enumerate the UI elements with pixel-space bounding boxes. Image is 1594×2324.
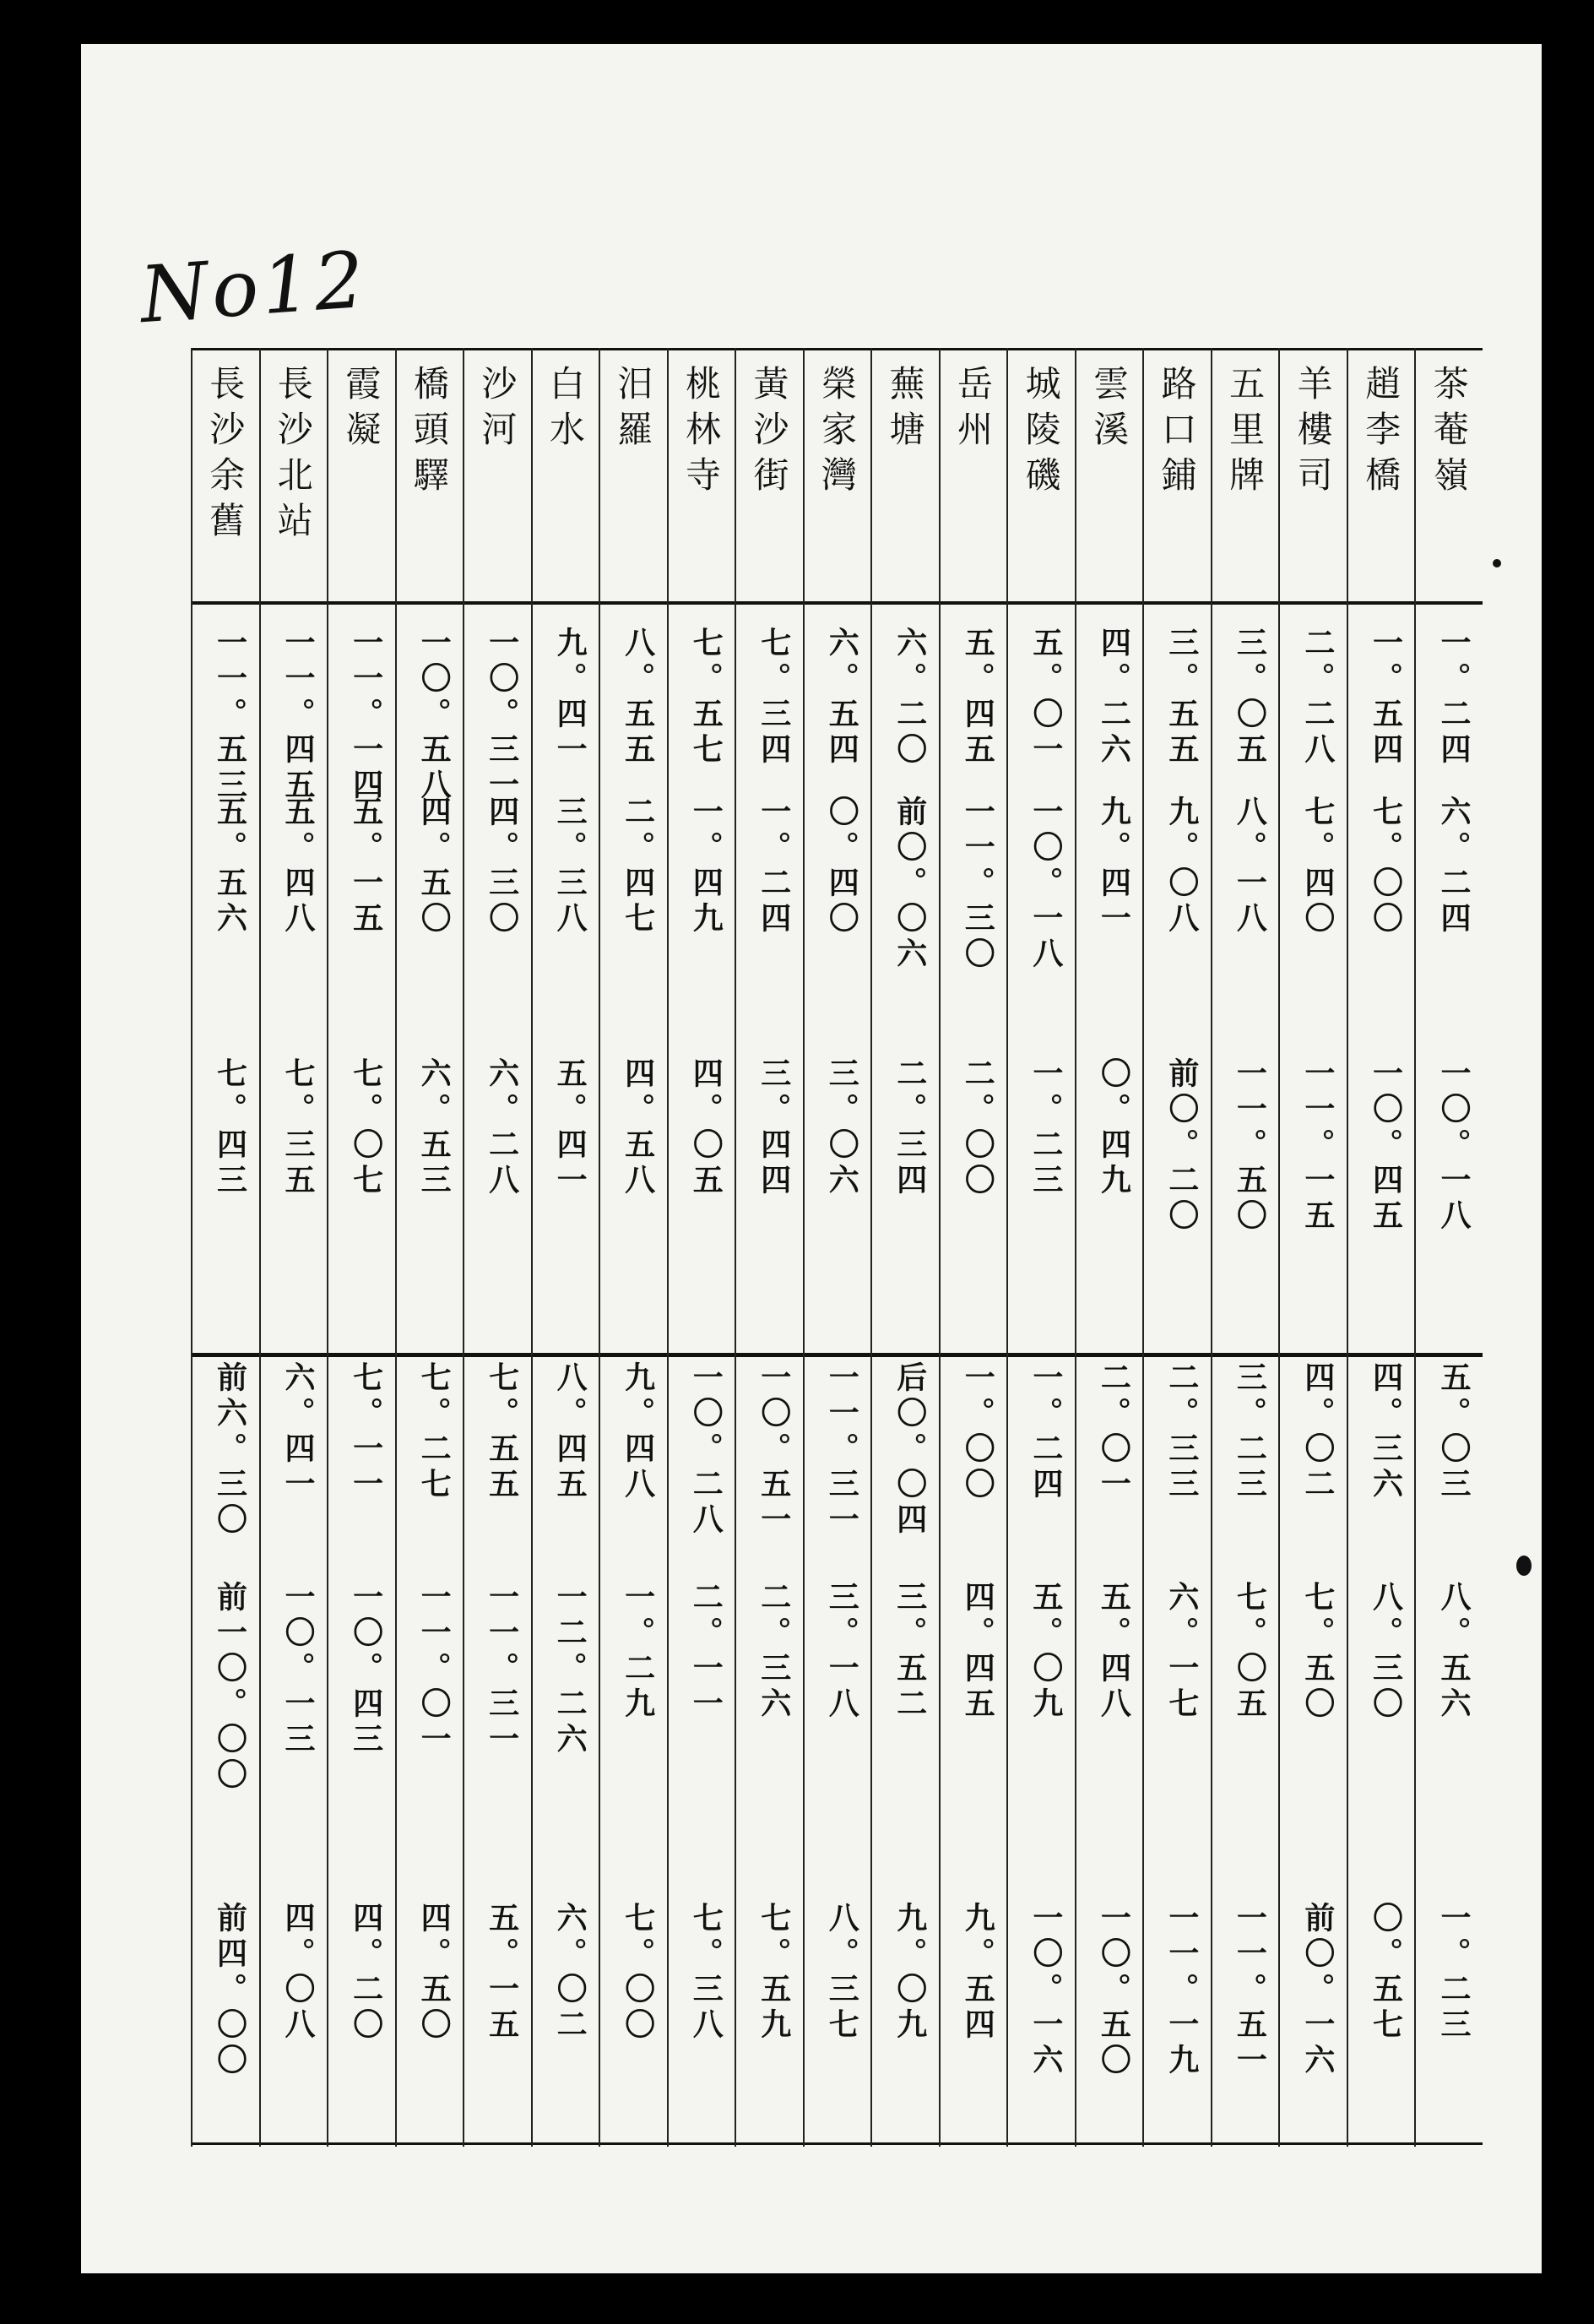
- time-cell: 二。三三: [1163, 1361, 1199, 1503]
- time-cell: 三。四四: [756, 1057, 791, 1199]
- column-divider: [1006, 348, 1008, 2147]
- time-cell: 四。三〇: [484, 795, 519, 937]
- column-divider: [599, 348, 600, 2147]
- time-cell: 一〇。一三: [280, 1581, 316, 1758]
- column-divider: [531, 348, 533, 2147]
- time-cell: 一。二三: [1435, 1902, 1471, 2044]
- station-name: 蕪塘: [884, 365, 926, 456]
- time-cell: 八。三〇: [1368, 1581, 1403, 1723]
- time-cell: 一〇。一八: [1435, 1057, 1471, 1235]
- column-divider: [395, 348, 397, 2147]
- time-cell: 九。〇九: [892, 1902, 927, 2044]
- time-cell: 四。二〇: [348, 1902, 383, 2044]
- station-name: 長沙余舊: [204, 365, 247, 547]
- time-cell: 后〇。〇四: [892, 1361, 927, 1539]
- column-divider: [939, 348, 941, 2147]
- time-cell: 五。〇一: [1027, 627, 1063, 768]
- column-divider: [1075, 348, 1076, 2147]
- time-cell: 七。三五: [280, 1057, 316, 1199]
- station-column: [191, 348, 259, 2147]
- time-cell: 五。一五: [348, 795, 383, 937]
- time-cell: 五。四五: [960, 627, 995, 768]
- time-cell: 一一。五三: [212, 627, 247, 804]
- time-cell: 六。五四: [824, 627, 859, 768]
- time-cell: 四。二六: [1096, 627, 1131, 768]
- station-column: [1075, 348, 1143, 2147]
- time-cell: 八。四五: [552, 1361, 588, 1503]
- time-cell: 九。四一: [552, 627, 588, 768]
- time-cell: 一。二四: [1027, 1361, 1063, 1503]
- time-cell: 七。〇〇: [1368, 795, 1403, 937]
- time-cell: 七。〇五: [1232, 1581, 1267, 1723]
- time-cell: 一一。一九: [1163, 1902, 1199, 2079]
- time-cell: 五。四一: [552, 1057, 588, 1199]
- time-cell: 一。二四: [756, 795, 791, 937]
- time-cell: 〇。四〇: [824, 795, 859, 937]
- ink-speck: [1493, 559, 1501, 567]
- station-column: [531, 348, 599, 2147]
- column-divider: [1278, 348, 1280, 2147]
- time-cell: 六。二〇: [892, 627, 927, 768]
- station-column: [939, 348, 1007, 2147]
- station-column: [1211, 348, 1279, 2147]
- time-cell: 八。一八: [1232, 795, 1267, 937]
- column-divider: [327, 348, 328, 2147]
- time-cell: 四。三六: [1368, 1361, 1403, 1503]
- time-cell: 九。四八: [620, 1361, 655, 1503]
- time-cell: 前〇。一六: [1299, 1902, 1335, 2079]
- time-cell: 一一。一五: [1299, 1057, 1335, 1235]
- time-cell: 一〇。五一: [756, 1361, 791, 1539]
- time-cell: 九。四一: [1096, 795, 1131, 937]
- station-name: 羊樓司: [1292, 365, 1334, 502]
- time-cell: 四。五〇: [416, 1902, 452, 2044]
- column-divider: [1211, 348, 1212, 2147]
- time-cell: 二。三六: [756, 1581, 791, 1723]
- time-cell: 七。四〇: [1299, 795, 1335, 937]
- time-cell: 六。五三: [416, 1057, 452, 1199]
- station-name: 黃沙街: [748, 365, 790, 502]
- station-column: [735, 348, 803, 2147]
- time-cell: 一〇。四三: [348, 1581, 383, 1758]
- time-cell: 七。〇七: [348, 1057, 383, 1199]
- time-cell: 一。二三: [1027, 1057, 1063, 1199]
- station-column: [1414, 348, 1483, 2147]
- time-cell: 〇。四九: [1096, 1057, 1131, 1199]
- time-cell: 前四。〇〇: [212, 1902, 247, 2079]
- time-cell: 一一。四五: [280, 627, 316, 804]
- time-cell: 前〇。二〇: [1163, 1057, 1199, 1235]
- time-cell: 七。五〇: [1299, 1581, 1335, 1723]
- time-cell: 前〇。〇六: [892, 795, 927, 973]
- station-name: 岳州: [952, 365, 995, 456]
- column-divider: [463, 348, 464, 2147]
- time-cell: 三。五二: [892, 1581, 927, 1723]
- time-cell: 一一。三一: [824, 1361, 859, 1539]
- station-column: [1278, 348, 1347, 2147]
- time-cell: 三。二三: [1232, 1361, 1267, 1503]
- time-cell: 一。四九: [688, 795, 724, 937]
- time-cell: 六。〇二: [552, 1902, 588, 2044]
- time-cell: 四。〇二: [1299, 1361, 1335, 1503]
- time-cell: 一一。三〇: [960, 795, 995, 973]
- time-cell: 二。二八: [1299, 627, 1335, 768]
- time-cell: 七。三四: [756, 627, 791, 768]
- time-cell: 三。一八: [824, 1581, 859, 1723]
- time-cell: 一。二九: [620, 1581, 655, 1723]
- station-name: 白水: [544, 365, 586, 456]
- time-cell: 四。〇五: [688, 1057, 724, 1199]
- time-cell: 一〇。一六: [1027, 1902, 1063, 2079]
- station-column: [327, 348, 395, 2147]
- station-name: 沙河: [476, 365, 518, 456]
- column-divider: [870, 348, 872, 2147]
- station-column: [667, 348, 735, 2147]
- station-column: [1006, 348, 1075, 2147]
- station-name: 五里牌: [1224, 365, 1266, 502]
- time-cell: 一一。五一: [1232, 1902, 1267, 2079]
- ink-speck: [1516, 1556, 1532, 1576]
- time-cell: 一。〇〇: [960, 1361, 995, 1503]
- time-cell: 五。〇三: [1435, 1361, 1471, 1503]
- time-cell: 四。五八: [620, 1057, 655, 1199]
- time-cell: 五。一五: [484, 1902, 519, 2044]
- time-cell: 三。三八: [552, 795, 588, 937]
- time-cell: 六。四一: [280, 1361, 316, 1503]
- time-cell: 一〇。五八: [416, 627, 452, 804]
- station-name: 茶菴嶺: [1428, 365, 1470, 502]
- station-name: 桃林寺: [680, 365, 722, 502]
- time-cell: 二。〇〇: [960, 1057, 995, 1199]
- time-cell: 一一。三一: [484, 1581, 519, 1758]
- station-name: 霞凝: [340, 365, 382, 456]
- station-name: 榮家灣: [816, 365, 858, 502]
- time-cell: 七。一一: [348, 1361, 383, 1503]
- time-cell: 一。五四: [1368, 627, 1403, 768]
- time-cell: 八。五六: [1435, 1581, 1471, 1723]
- time-cell: 一。二四: [1435, 627, 1471, 768]
- station-name: 長沙北站: [272, 365, 314, 547]
- time-cell: 九。〇八: [1163, 795, 1199, 937]
- time-cell: 五。四八: [280, 795, 316, 937]
- time-cell: 九。五四: [960, 1902, 995, 2044]
- column-divider: [667, 348, 669, 2147]
- time-cell: 前六。三〇: [212, 1361, 247, 1539]
- column-divider: [1347, 348, 1348, 2147]
- station-column: [395, 348, 464, 2147]
- railway-timetable: [191, 348, 1483, 2147]
- time-cell: 二。〇一: [1096, 1361, 1131, 1503]
- document-number: No12: [137, 234, 371, 341]
- time-cell: 七。五五: [484, 1361, 519, 1503]
- station-name: 趙李橋: [1360, 365, 1402, 502]
- column-divider: [1414, 348, 1416, 2147]
- time-cell: 七。四三: [212, 1057, 247, 1199]
- time-cell: 七。五七: [688, 627, 724, 768]
- time-cell: 四。四五: [960, 1581, 995, 1723]
- time-cell: 四。〇八: [280, 1902, 316, 2044]
- time-cell: 三。五五: [1163, 627, 1199, 768]
- document-page: [81, 44, 1542, 2273]
- time-cell: 七。二七: [416, 1361, 452, 1503]
- time-cell: 六。二四: [1435, 795, 1471, 937]
- time-cell: 一一。一四: [348, 627, 383, 804]
- station-column: [803, 348, 871, 2147]
- time-cell: 一一。〇一: [416, 1581, 452, 1758]
- time-cell: 一〇。一八: [1027, 795, 1063, 973]
- time-cell: 一〇。二八: [688, 1361, 724, 1539]
- column-divider: [735, 348, 736, 2147]
- time-cell: 七。三八: [688, 1902, 724, 2044]
- station-column: [1347, 348, 1415, 2147]
- time-cell: 一〇。四五: [1368, 1057, 1403, 1235]
- station-column: [463, 348, 531, 2147]
- station-column: [259, 348, 328, 2147]
- time-cell: 二。三四: [892, 1057, 927, 1199]
- time-cell: 五。五六: [212, 795, 247, 937]
- time-cell: 六。一七: [1163, 1581, 1199, 1723]
- time-cell: 前一〇。〇〇: [212, 1581, 247, 1794]
- column-divider: [191, 348, 192, 2147]
- station-name: 汨羅: [612, 365, 654, 456]
- time-cell: 二。一一: [688, 1581, 724, 1723]
- time-cell: 三。〇五: [1232, 627, 1267, 768]
- station-column: [599, 348, 667, 2147]
- column-divider: [1142, 348, 1144, 2147]
- time-cell: 一〇。五〇: [1096, 1902, 1131, 2079]
- time-cell: 〇。五七: [1368, 1902, 1403, 2044]
- time-cell: 八。五五: [620, 627, 655, 768]
- time-cell: 一二。二六: [552, 1581, 588, 1758]
- station-name: 城陵磯: [1020, 365, 1062, 502]
- time-cell: 一一。五〇: [1232, 1057, 1267, 1235]
- time-cell: 四。五〇: [416, 795, 452, 937]
- time-cell: 七。〇〇: [620, 1902, 655, 2044]
- time-cell: 五。〇九: [1027, 1581, 1063, 1723]
- column-divider: [803, 348, 805, 2147]
- column-divider: [259, 348, 261, 2147]
- station-name: 雲溪: [1088, 365, 1130, 456]
- time-cell: 八。三七: [824, 1902, 859, 2044]
- time-cell: 三。〇六: [824, 1057, 859, 1199]
- station-name: 橋頭驛: [408, 365, 450, 502]
- station-column: [870, 348, 939, 2147]
- time-cell: 六。二八: [484, 1057, 519, 1199]
- station-column: [1142, 348, 1211, 2147]
- time-cell: 二。四七: [620, 795, 655, 937]
- time-cell: 七。五九: [756, 1902, 791, 2044]
- station-name: 路口鋪: [1156, 365, 1198, 502]
- time-cell: 一〇。三一: [484, 627, 519, 804]
- time-cell: 五。四八: [1096, 1581, 1131, 1723]
